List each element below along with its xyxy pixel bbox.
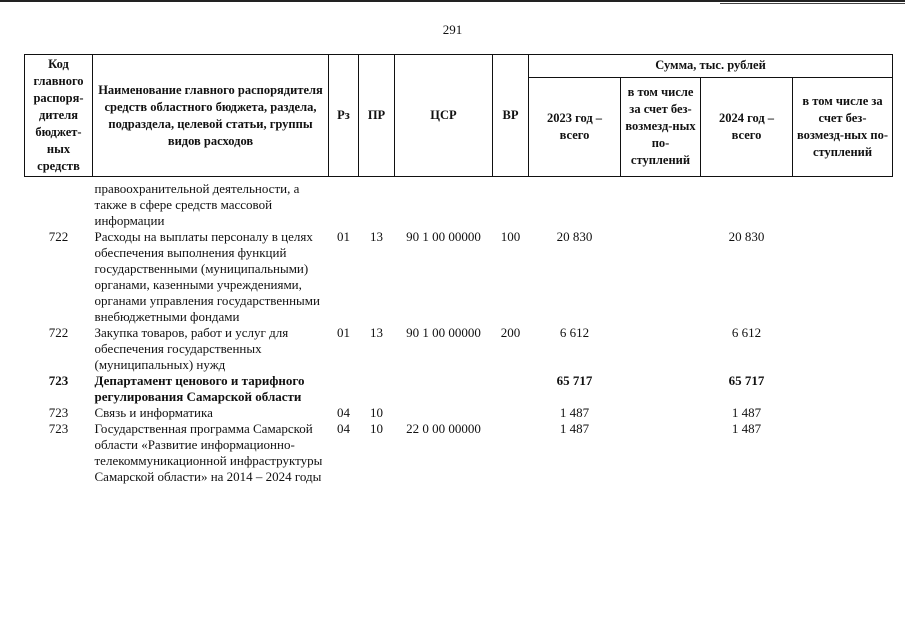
row-free-2023	[621, 177, 701, 230]
header-2024-total: 2024 год – всего	[701, 77, 793, 176]
header-name: Наименование главного распорядителя средств областного бюджета, раздела, подраздела, целевой статьи, группы видов расходов	[93, 55, 329, 177]
header-2024-free: в том числе за счет без-возмезд-ных по-ступлений	[793, 77, 893, 176]
row-pr: 13	[370, 325, 383, 340]
row-sum-2023: 6 612	[559, 325, 590, 340]
row-code	[25, 177, 93, 230]
row-sum-2023	[529, 177, 621, 230]
top-border-line-secondary	[720, 3, 905, 4]
row-rz	[329, 177, 359, 230]
row-free-2024	[793, 373, 893, 405]
row-vr	[493, 421, 529, 485]
row-vr	[493, 405, 529, 421]
row-sum-2024: 1 487	[731, 405, 762, 420]
page-number: 291	[442, 22, 463, 37]
table-row	[25, 421, 893, 485]
row-vr: 200	[500, 325, 521, 340]
table-body	[25, 177, 893, 486]
header-2023-total: 2023 год – всего	[529, 77, 621, 176]
row-code: 722	[48, 229, 69, 244]
row-free-2024	[793, 421, 893, 485]
row-rz: 04	[337, 405, 350, 420]
table-row	[25, 405, 893, 421]
header-2023-free: в том числе за счет без-возмезд-ных по-ступлений	[621, 77, 701, 176]
row-sum-2024: 65 717	[728, 373, 765, 388]
row-free-2023	[621, 405, 701, 421]
row-pr	[359, 177, 395, 230]
row-rz: 01	[337, 229, 350, 244]
row-name: Связь и информатика	[94, 405, 213, 420]
header-sum-group: Сумма, тыс. рублей	[529, 55, 893, 78]
row-sum-2023: 65 717	[556, 373, 593, 388]
table-row	[25, 177, 893, 230]
row-csr	[395, 373, 493, 405]
budget-table	[24, 54, 893, 485]
row-rz: 04	[337, 421, 350, 436]
top-border-line	[0, 0, 905, 2]
row-csr: 90 1 00 00000	[406, 325, 481, 340]
header-pr: ПР	[359, 55, 395, 177]
row-name: правоохранительной деятельности, а также в сфере средств массовой информации	[94, 181, 300, 228]
row-name: Закупка товаров, работ и услуг для обеспечения государственных (муниципальных) нужд	[94, 325, 289, 372]
row-csr	[395, 405, 493, 421]
row-csr: 90 1 00 00000	[406, 229, 481, 244]
row-free-2024	[793, 405, 893, 421]
row-vr	[493, 177, 529, 230]
row-sum-2023: 1 487	[559, 405, 590, 420]
row-pr: 10	[370, 421, 383, 436]
row-free-2023	[621, 229, 701, 325]
row-code: 722	[48, 325, 69, 340]
row-free-2024	[793, 229, 893, 325]
row-sum-2024: 1 487	[731, 421, 762, 436]
row-free-2023	[621, 325, 701, 373]
row-free-2023	[621, 373, 701, 405]
header-vr: ВР	[493, 55, 529, 177]
row-rz	[329, 373, 359, 405]
table-header	[25, 55, 893, 177]
row-sum-2023: 20 830	[556, 229, 593, 244]
row-code: 723	[48, 373, 69, 388]
row-free-2024	[793, 177, 893, 230]
row-rz: 01	[337, 325, 350, 340]
header-csr: ЦСР	[395, 55, 493, 177]
row-name: Департамент ценового и тарифного регулирования Самарской области	[94, 373, 305, 404]
row-sum-2024	[701, 177, 793, 230]
header-code: Код главного распоря-дителя бюджет-ных средств	[25, 55, 93, 177]
row-csr	[395, 177, 493, 230]
row-vr: 100	[500, 229, 521, 244]
table-row	[25, 325, 893, 373]
table-row	[25, 229, 893, 325]
row-sum-2024: 6 612	[731, 325, 762, 340]
row-pr	[359, 373, 395, 405]
row-vr	[493, 373, 529, 405]
row-free-2024	[793, 325, 893, 373]
row-pr: 13	[370, 229, 383, 244]
row-name: Расходы на выплаты персоналу в целях обеспечения выполнения функций государственными (муниципальными) органами, казенными учреждениями, органами управления государственными внебюджетными фондами	[94, 229, 320, 324]
row-name: Государственная программа Самарской области «Развитие информационно-телекоммуникационной инфраструктуры Самарской области» на 2014 – 2024 годы	[94, 421, 323, 484]
header-rz: Рз	[329, 55, 359, 177]
row-code: 723	[48, 405, 69, 420]
row-free-2023	[621, 421, 701, 485]
row-pr: 10	[370, 405, 383, 420]
row-sum-2023: 1 487	[559, 421, 590, 436]
row-csr: 22 0 00 00000	[406, 421, 481, 436]
row-code: 723	[48, 421, 69, 436]
table-row	[25, 373, 893, 405]
row-sum-2024: 20 830	[728, 229, 765, 244]
